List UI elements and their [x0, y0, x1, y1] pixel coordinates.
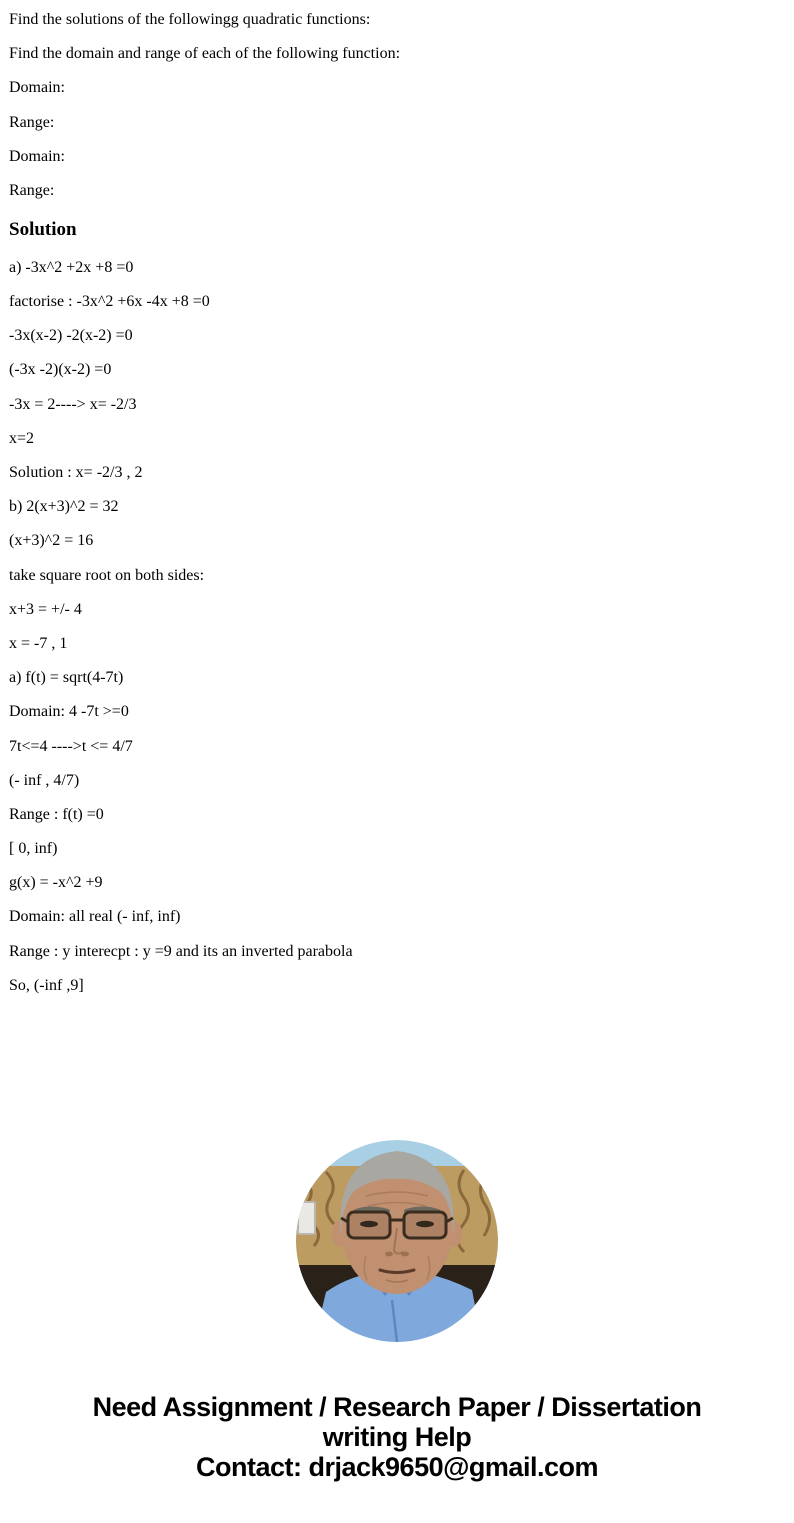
document-line: Range : f(t) =0: [9, 805, 104, 823]
document-line: take square root on both sides:: [9, 566, 205, 584]
document-line: Domain:: [9, 147, 65, 165]
document-line: x=2: [9, 429, 35, 447]
footer-help-line-2: writing Help: [322, 1422, 472, 1453]
tutor-photo: [296, 1140, 498, 1342]
document-line: Domain: 4 -7t >=0: [9, 703, 129, 721]
document-line: Domain: all real (- inf, inf): [9, 908, 181, 926]
document-line: (x+3)^2 = 16: [9, 532, 94, 550]
document-line: So, (-inf ,9]: [9, 976, 84, 994]
document-line: a) f(t) = sqrt(4-7t): [9, 669, 124, 687]
footer: [0, 1392, 794, 1510]
document-line: (-3x -2)(x-2) =0: [9, 361, 112, 379]
document-line: g(x) = -x^2 +9: [9, 874, 103, 892]
footer-help-line-1: Need Assignment / Research Paper / Dissertation: [92, 1392, 702, 1423]
document-line: Solution : x= -2/3 , 2: [9, 464, 143, 482]
document-line: Find the domain and range of each of the following function:: [9, 45, 401, 63]
document-line: Domain:: [9, 79, 65, 97]
tutor-photo-illustration: [296, 1140, 498, 1342]
document-line: (- inf , 4/7): [9, 771, 80, 789]
document-line: x+3 = +/- 4: [9, 600, 82, 618]
document-line: Range : y interecpt : y =9 and its an inverted parabola: [9, 942, 353, 960]
document-line: 7t<=4 ---->t <= 4/7: [9, 737, 133, 755]
document-line: factorise : -3x^2 +6x -4x +8 =0: [9, 293, 210, 311]
document-line: Range:: [9, 113, 55, 131]
footer-contact: Contact: drjack9650@gmail.com: [196, 1452, 598, 1483]
avatar-section: [0, 1140, 794, 1342]
document-line: Range:: [9, 181, 55, 199]
document-line: -3x(x-2) -2(x-2) =0: [9, 327, 133, 345]
wall-frame: [298, 1202, 315, 1234]
document-line: Find the solutions of the followingg quadratic functions:: [9, 11, 371, 28]
document-line: b) 2(x+3)^2 = 32: [9, 498, 119, 516]
solution-heading: Solution: [9, 219, 77, 241]
document-line: a) -3x^2 +2x +8 =0: [9, 258, 134, 276]
document-line: x = -7 , 1: [9, 634, 68, 652]
intro-lines: [9, 10, 784, 200]
document-line: -3x = 2----> x= -2/3: [9, 395, 137, 413]
document-line: [ 0, inf): [9, 840, 58, 858]
solution-lines: [9, 258, 784, 995]
